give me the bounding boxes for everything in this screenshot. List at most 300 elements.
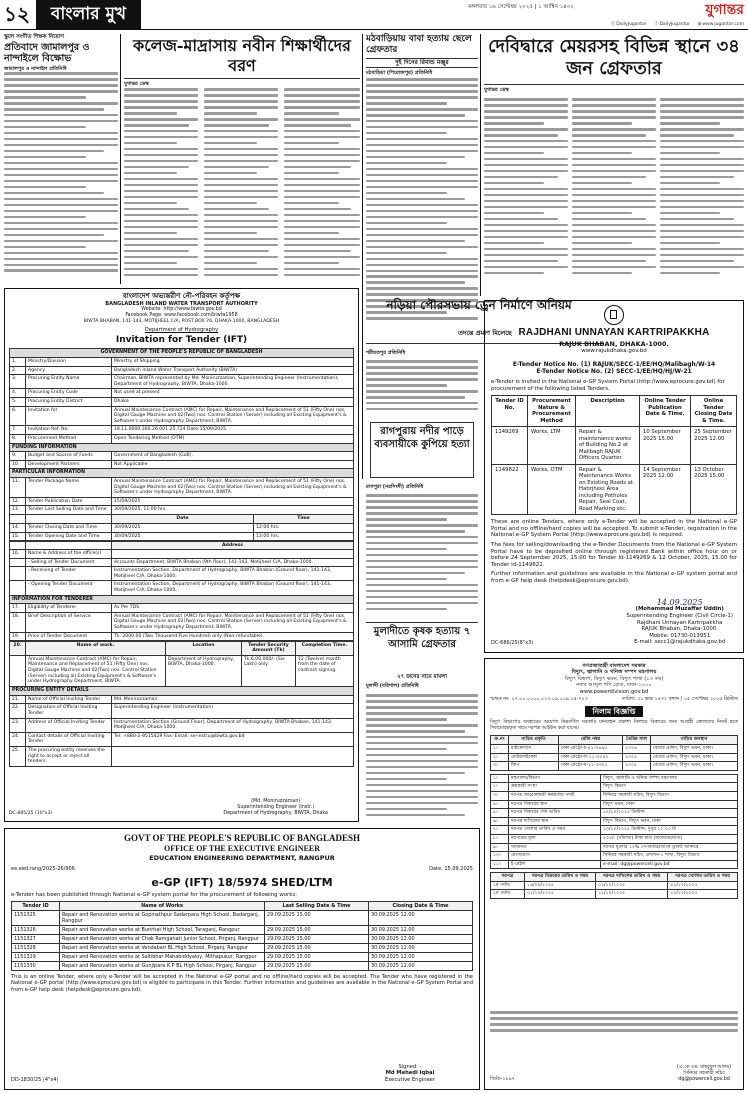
facebook-icon: ⓕ [610,22,616,28]
rajuk-logo-icon [604,305,624,325]
work-name: Repair and Renovation works at Gopinathpur Sadarpara High School, Badarganj, Rangpur [60,911,265,926]
field-label: Designation of Official Inviting Tender [26,704,112,718]
social-links [605,22,744,28]
column-header: ক্র.নং [491,736,509,745]
row-number: 1. [10,358,26,367]
muladi-body [366,674,478,822]
signatory-title: Superintending Engineer (Civil Circle-1) [626,613,733,620]
row-number: ৭। [491,826,509,835]
rajuk-tender-notice [484,300,744,653]
tender-table [9,348,354,514]
article-subhead: দুই দিনের রিমান্ড মঞ্জুর [366,58,478,68]
field-value [112,746,354,766]
memo-number: স্মারক নং: ২৭.০০.০০০০.০২৩.০৯.০০৯.২৫-৭২৩ [490,697,588,703]
article-headline: দেবিদ্বারে মেয়রসহ বিভিন্ন স্থানে ৩৪ জন গ্রেফতার [484,34,744,85]
table-row [10,632,354,641]
dc-number: DD-1830/25 (4"x4) [11,1076,59,1083]
field-value: Ministry of Shipping [112,358,354,367]
field-label: Tender Package Name [26,477,112,497]
work-table [9,641,354,687]
org-name: RAJDHANI UNNAYAN KARTRIPAKKHA [518,327,710,339]
row-number: 18. [10,612,26,632]
closing-date: 13 October 2025 15.00 [691,464,737,515]
org-facebook[interactable]: Facebook Page: www.facebook.com/biwta1958 [125,312,238,318]
table-row [10,695,354,704]
field-value: Bangladesh Inland Water Transport Authority (BIWTA) [112,366,354,375]
field-value: 30/09/2025, 11:00 hrs. [112,506,354,515]
column-header: Online Tender Closing Date & Time. [691,396,737,427]
auction-terms [490,1011,738,1037]
field-label: Eligibility of Tenderer [26,604,112,613]
row-number: 8. [10,434,26,443]
globe-icon: ◍ [697,22,702,28]
table-row [492,427,737,465]
table-row [491,762,738,771]
notice-header [491,305,737,376]
field-label: Invitation Ref. No. [26,426,112,435]
dc-number: জিডি-১৮৯৭ [490,1077,515,1083]
table-section-header: GOVERNMENT OF THE PEOPLE'S REPUBLIC OF BANGLADESH [10,349,354,358]
notice-intro: e-Tender is invited in the National e-GP System Portal (http://www.eprocure.gov.bd) for procurement of the following listed Tenders. [491,378,725,392]
field-label: Procuring Entity Name [26,375,112,389]
office-address: নবাব আব্দুল গণি রোড, ঢাকা-১০০০ [576,682,652,689]
field-label: - Selling of Tender Document [26,558,112,567]
column-header: Address [112,541,354,550]
column-rule [362,34,363,479]
power-auction-notice [484,658,744,1090]
row-number: ২। [491,753,509,762]
school-article [4,34,118,284]
signatory-title: সিনিয়র সহকারী সচিব [683,1071,725,1076]
tender-id: 1151329 [12,953,60,962]
memo-line [490,697,738,703]
article-subhead: ২৭ জনের নামে মামলা [397,674,447,680]
field-label: Contact details of Official Inviting Tender [26,732,112,746]
auction-details-table [490,774,738,870]
date-value: 30/09/2025 [112,532,254,541]
selling-date: 29.09.2025 15.00 [265,944,369,953]
field-value: As Per TDS [112,604,354,613]
article-body-col1 [484,98,568,294]
notice-title: নিলাম বিজ্ঞপ্তি [585,706,644,717]
field-label: - Receiving of Tender [26,567,112,581]
social-link[interactable]: DailyJugantor [659,22,690,28]
vehicle-location: বেতার প্রাঙ্গণ, বিদ্যুৎ ভবন, ঢাকা। [651,744,738,753]
field-label: দরপত্রের মূল্য [509,834,601,843]
registration-number: ঢাকা-মেট্রো-চ-৫১-০৬৯৩ [559,744,623,753]
field-label: Ministry/Division [26,358,112,367]
table-section-header: PROCURING ENTITY DETAILS [10,687,354,696]
field-value: Superintending Engineer (Instrumentation) [112,704,354,718]
table-row [491,800,738,809]
date-value: 30/09/2025 [112,523,254,532]
field-label: দরপত্র খোলার তারিখ ও সময় [509,826,601,835]
column-header: দরপত্র দাখিলের তারিখ ও সময় [596,873,668,882]
table-row [10,389,354,398]
table-row [10,426,354,435]
row-number: 17. [10,604,26,613]
table-row [10,477,354,497]
office-website[interactable]: www.powerdivision.gov.bd [579,688,649,695]
noria-body-top [366,348,478,418]
rangpur-body [366,482,478,618]
table-row [12,926,473,935]
tender-id: 1151328 [12,944,60,953]
vehicle-table [490,735,738,770]
row-number: 23. [10,718,26,732]
work-name: Repair and Renovation works at Burirhat High School, Taraganj, Rangpur [60,926,265,935]
vehicle-location: বেতার প্রাঙ্গণ, বিদ্যুৎ ভবন, ঢাকা। [651,753,738,762]
tender-table [11,901,473,971]
field-label: দরপত্র দাখিলের স্থান [509,817,601,826]
field-label: Procurement Method [26,434,112,443]
vehicle-type: মাইক্রোবাস [509,744,559,753]
manufacture-year: ২০০৬ [623,744,651,753]
article-headline: রাগপুরায় নদীর পাড়ে ব্যবসায়ীকে কুপিয়ে হত্যা [374,426,470,450]
field-value: ১২/১০/২০২৫ খ্রিস্টাব্দ [601,809,738,818]
row-number: 10. [10,460,26,469]
field-label: Tender Last Selling Date and Time [26,506,112,515]
field-value: Instrumentation Section, Department of Hydrography, BIWTA Bhaban (Ground floor), 141-143, Motijheel C/A, Dhaka-1000. [112,567,354,581]
column-header: Online Tender Publication Date & Time. [640,396,691,427]
row-number: 16. [10,550,26,559]
org-website[interactable]: www.rajukdhaka.gov.bd [581,347,647,354]
manufacture-year: ২০০৫ [623,762,651,771]
table-row [10,604,354,613]
row-number: 19. [10,632,26,641]
issue-date: মঙ্গলবার ১৬ সেপ্টেম্বর ২০২৫ | ১ আশ্বিন ১৪৩২ [468,4,574,10]
field-label: Tender Closing Date and Time [26,523,112,532]
row-number: 21. [10,695,26,704]
article-byline: যুগান্তর ডেস্ক [484,87,509,93]
field-value: Dhaka [112,398,354,407]
signature-block [385,1064,435,1083]
column-header: Date [112,515,254,524]
row-number: ৮। [491,834,509,843]
field-label: Procuring Entity Code [26,389,112,398]
field-value: বিদ্যুৎ, জ্বালানি ও খনিজ সম্পদ মন্ত্রণালয় [601,774,738,783]
field-label: The procuring entity reserves the right to accept or reject all tenders. [26,746,112,766]
closing-table [9,514,354,541]
table-row [491,860,738,869]
social-link[interactable]: DailyJugantor [616,22,647,28]
row-number: ৩। [491,762,509,771]
row-number: ১০। [491,852,509,861]
table-row [10,398,354,407]
procurement-method: Works, LTM [528,427,576,465]
description: Repair & maintenance works of Building No.2 at Malibagh RAJUK Officers Quarter. [576,427,640,465]
table-row [491,890,738,899]
table-row [10,375,354,389]
vehicle-location: বেতার প্রাঙ্গণ, বিদ্যুৎ ভবন, ঢাকা। [651,762,738,771]
column-header: Name of work. [26,641,166,655]
table-row [10,506,354,515]
table-header-row [492,396,737,427]
row-number: 24. [10,732,26,746]
article-body-col3 [284,88,360,284]
tender-id: 1151327 [12,935,60,944]
signatory-email[interactable]: E-mail: secc1@rajukdhaka.gov.bd [634,639,726,646]
notice-paragraph: These are online Tenders, where only e-Tender will be accepted in the National e-GP Portal and no offline/hard copies will be accepted. To submit e-Tender, registration in the National e-GP System Portal (http://www.eprocure.gov.bd) is required. [491,519,737,539]
manufacture-year: ২০০৪ [623,753,651,762]
row-number: ১। [491,744,509,753]
field-value: 18.11.0000.300.26.001.25.724 Date:15/09/2025 [112,426,354,435]
closing-date: 30.09.2025 12.00 [369,911,473,926]
field-label: Tender Publication Date [26,497,112,506]
column-header: দরপত্র বিক্রয়ের তারিখ ও সময় [525,873,596,882]
column-header: Name of Works [60,902,265,911]
table-row [10,732,354,746]
office-name: OFFICE OF THE EXECUTIVE ENGINEER [163,844,321,854]
field-value: Tk. 2000.00 (Two Thousand Five Hundred) only (Non-refundable). [112,632,354,641]
table-row [12,962,473,971]
dc-number: DC-686/25(8"x3) [491,639,534,646]
row-number [10,558,26,567]
closing-date: 30.09.2025 12.00 [369,962,473,971]
signature-block [223,799,328,817]
table-row [10,434,354,443]
column-header: Location [166,641,242,655]
field-label: জামানত [509,843,601,852]
table-section-header: INFORMATION FOR TENDERER [10,595,354,604]
article-body-col1 [124,88,198,284]
row-number: 22. [10,704,26,718]
article-byline: মঠবাড়িয়া (পিরোজপুর) প্রতিনিধি [366,69,433,76]
row-number: ২। [491,783,509,792]
selling-date: 29.09.2025 15.00 [265,935,369,944]
notice-intro: e-Tender has been published through National e-GP system portal for the procurement of following works: [11,892,297,899]
column-header: Procurement Nature & Procurement Method [528,396,576,427]
table-cell: 12 (Twelve) month from the date of contract signing. [296,655,354,686]
eed-tender-notice [4,828,480,1090]
table-row [10,612,354,632]
vehicle-type: জিপ [509,762,559,771]
signature-block [677,1065,731,1083]
field-value [112,550,354,559]
table-row [492,464,737,515]
dept-name: EDUCATION ENGINEERING DEPARTMENT, RANGPUR [149,854,335,863]
tender-id: 1151325 [12,911,60,926]
field-label: দরপত্র বিক্রয়ের স্থান [509,800,601,809]
notice-header [9,292,354,346]
opening-date: ০১/১০/২০২৫ [668,881,738,890]
table-section-header: FUNDING INFORMATION [10,443,354,452]
website-link[interactable]: www.jugantor.com [702,22,744,28]
org-address: RAJUK BHABAN, DHAKA-1000. [559,339,669,348]
table-section-header: PARTICULAR INFORMATION [10,469,354,478]
column-header: Closing Date & Time [369,902,473,911]
org-website[interactable]: Website: http://www.biwta.gov.bd [141,307,222,312]
work-name: Repair and Renovation works at Chak Ramganati Junior School, Pirganj, Rangpur [60,935,265,944]
row-number: 11. [10,477,26,497]
muladi-header [366,622,478,672]
sale-date: ০২/১০/২০২৫ [525,890,596,899]
column-header: Last Selling Date & Time [265,902,369,911]
row-number: 14. [10,523,26,532]
table-header-row [10,641,354,655]
facebook-icon: ⓕ [654,22,659,28]
table-row [12,935,473,944]
field-value: Government of Bangladesh (GoB). [112,452,354,461]
procurement-method: Works, OTM [528,464,576,515]
schedule-table [490,872,738,899]
article-body [366,694,478,822]
closing-date: 30.09.2025 12.00 [369,926,473,935]
newspaper-logo: যুগান্তর [614,2,744,19]
article-byline: শরীয়তপুর প্রতিনিধি [366,350,406,356]
table-row [491,791,738,800]
table-row [491,843,738,852]
notice-title: e-GP (IFT) 18/5974 SHED/LTM [151,875,333,889]
field-label: - Opening Tender Document [26,581,112,595]
signatory-name: (Mohammad Muzaffar Uddin) [635,606,724,613]
procuring-table [9,686,354,767]
field-value: সিনিয়র সহকারী সচিব, প্রশাসন-১ শাখা, বিদ্যুৎ বিভাগ [601,852,738,861]
column-header: Tender ID No. [492,396,528,427]
table-row [10,655,354,686]
column-header: Tender ID [12,902,60,911]
closing-date: 30.09.2025 12.00 [369,935,473,944]
row-number: 7. [10,426,26,435]
article-headline: প্রতিবাদে জামালপুর ও নান্দাইলে বিক্ষোভ [4,41,90,64]
row-number: ৯। [491,843,509,852]
table-row [491,817,738,826]
notice-paragraph: Further information and guidelines are available in the National e-GP system portal and from e-GP help desk (helpdesk@eprocure.gov.bd). [491,571,737,584]
table-cell: Tk.6,00,000/- (Six Lakh) only. [242,655,296,686]
field-value: Annual Maintenance Contract (AMC) for Repair, Maintenance and Replacement of 51 (Fifty One) nos. Digital Gauge Machine and 02(Two) nos. Control Station (Server) including all Existing Equipment's & Software's under Hydrography Department, BIWTA. [112,406,354,426]
row-number: 3. [10,375,26,389]
signatory-dept: Department of Hydrography, BIWTA, Dhaka [223,811,328,817]
field-label: মন্ত্রণালয়/বিভাগ [509,774,601,783]
work-name: Repair and Renovation works at Saltibhar Mahabiddyaloy, Mithapukur, Rangpur [60,953,265,962]
title-wrap [490,706,738,717]
notice-header [11,833,473,862]
field-value: Open Tendering Method (OTM) [112,434,354,443]
notice-number-1: E-Tender Notice No. (1) RAJUK/SECC-1/EE/HQ/Malibagh/W-14 [512,360,716,368]
field-value: বিদ্যুৎ বিভাগ, বিদ্যুৎ ভবন, ঢাকা [601,817,738,826]
table-row [491,809,738,818]
field-label: Name & Address of the office(s) [26,550,112,559]
article-byline: জামালপুর ও নান্দাইল প্রতিনিধি [4,65,67,72]
field-label: Address of Official Inviting Tender [26,718,112,732]
table-row [491,774,738,783]
memo-date: তারিখ: ৩১ ভাদ্র ১৪৩২ বঙ্গাব্দ / ১৫ সেপ্টেম্বর ২০২৫ খ্রিস্টাব্দ [621,697,738,703]
tender-table [491,395,737,515]
article-body [4,72,118,282]
field-label: যোগাযোগ [509,852,601,861]
field-value: e-mail: dg@powercell.gov.bd [601,860,738,869]
field-value: Annual Maintenance Contract (AMC) for Repair, Maintenance and Replacement of 51 (Fifty One) nos. Digital Gauge Machine and 02(Two) nos. Control Station (Server) including all Existing Equipment's & Software's under Hydrography Department, BIWTA. [112,477,354,497]
selling-date: 29.09.2025 15.00 [265,962,369,971]
table-row [491,834,738,843]
debidwar-article [484,34,744,296]
field-label: ক্রয়কারী সংস্থা [509,783,601,792]
field-label: Development Partners [26,460,112,469]
field-label: ই-মেইল [509,860,601,869]
field-label: Invitation for [26,406,112,426]
article-body-col3 [660,98,744,294]
time-value: 12:00 hrs. [254,523,354,532]
field-value: সিনিয়র সহকারী সচিব, বিদ্যুৎ বিভাগ [601,791,738,800]
notice-title: Invitation for Tender (IFT) [115,335,248,346]
table-row [491,744,738,753]
phase: ১ম পর্যায় [491,881,525,890]
column-header: Tender Security Amount (Tk) [242,641,296,655]
table-row [10,581,354,595]
closing-date: 30.09.2025 12.00 [369,944,473,953]
table-row [10,550,354,559]
field-value: Not Applicable [112,460,354,469]
row-number [10,581,26,595]
tender-id: 1151330 [12,962,60,971]
article-body-col2 [204,88,278,284]
table-cell: Department of Hydrography, BIWTA, Dhaka-1000. [166,655,242,686]
memo-date: Date: 15.09.2025 [429,866,473,873]
gov-name: গণপ্রজাতন্ত্রী বাংলাদেশ সরকার [582,663,646,669]
column-header: দরপত্র খোলার তারিখ ও সময় [668,873,738,882]
field-value: Annual Maintenance Contract (AMC) for Repair, Maintenance and Replacement of 51 (Fifty One) nos. Digital Gauge Machine and 02(Two) nos. Control Station (Server) including all Existing Equipment's & Software's under Hydrography Department, BIWTA. [112,612,354,632]
signature-block [626,597,733,646]
table-row [491,826,738,835]
table-cell: Annual Maintenance Contract (AMC) for Repair, Maintenance and Replacement of 51 (Fifty One) nos. Digital Gauge Machine and 02(Two) nos. Control Station (Server) including all Existing Equipment's & Software's under Hydrography Department, BIWTA. [26,655,166,686]
masthead-right [434,1,744,29]
phase: ২য় পর্যায় [491,890,525,899]
row-number [10,567,26,581]
field-value: দরপত্র মূল্যের ১০% পে-অর্ডার/ব্যাংক ড্রাফট আকারে [601,843,738,852]
description: Repair & Maintenance Works on Existing Roads at Hatirjheel Area including Potholes Repair, Seal Coat, Road Marking etc. [576,464,640,515]
signatory-name: (Md. Moniruzzaman) [251,799,301,805]
work-name: Repair and Renovation works at Vendabari BL High School, Pirganj, Rangpur [60,944,265,953]
column-header: রেজি নম্বর [559,736,623,745]
column-header: তৈরির সাল [623,736,651,745]
signatory-address: RAJUK Bhaban, Dhaka-1000. [641,626,718,633]
table-row [10,406,354,426]
column-header: গাড়ির প্রকৃতি [509,736,559,745]
table-row [10,532,354,541]
article-subhead: তদন্তে প্রমাণ মিলেছে [458,329,512,337]
org-address: BIWTA BHABAN, 141-143, MOTIJHEEL C/A, POST BOX 76, DHAKA-1000, BANGLADESH [83,318,280,324]
field-value: Chairman, BIWTA represented by Md. Moniruzzaman, Superintending Engineer (Instrumentation), Department of Hydrography, BIWTA, Dhaka-1000. [112,375,354,389]
table-row [10,460,354,469]
college-article [124,34,360,284]
opening-date: ১৩/১০/২০২৫ [668,890,738,899]
table-row [10,567,354,581]
article-body [366,360,478,418]
row-number: 15. [10,532,26,541]
field-value: ১৩/১০/২০২৫ খ্রিস্টাব্দ, দুপুর ১২:০০ টা [601,826,738,835]
office-table [9,541,354,642]
tender-id: 1149822 [492,464,528,515]
table-row [10,718,354,732]
field-value: Not used at present [112,389,354,398]
article-byline: যুগান্তর ডেস্ক [124,81,149,87]
selling-date: 29.09.2025 15.00 [265,926,369,935]
article-headline: নড়িয়া পৌরসভায় ড্রেন নির্মাণে অনিয়ম [386,298,572,312]
table-row [10,704,354,718]
column-header: 20. [10,641,26,655]
table-header-row [491,873,738,882]
field-value: বিদ্যুৎ বিভাগ [601,783,738,792]
signatory-title: Superintending Engineer (Instr.) [237,805,315,811]
rangpur-article [370,422,474,478]
time-value: 13:00 hrs. [254,532,354,541]
column-header: Description [576,396,640,427]
article-body [366,78,478,328]
signatory-email[interactable]: dg@powercell.gov.bd [678,1077,730,1082]
row-number: 4. [10,389,26,398]
memo-line [11,866,473,872]
row-number: 13. [10,506,26,515]
